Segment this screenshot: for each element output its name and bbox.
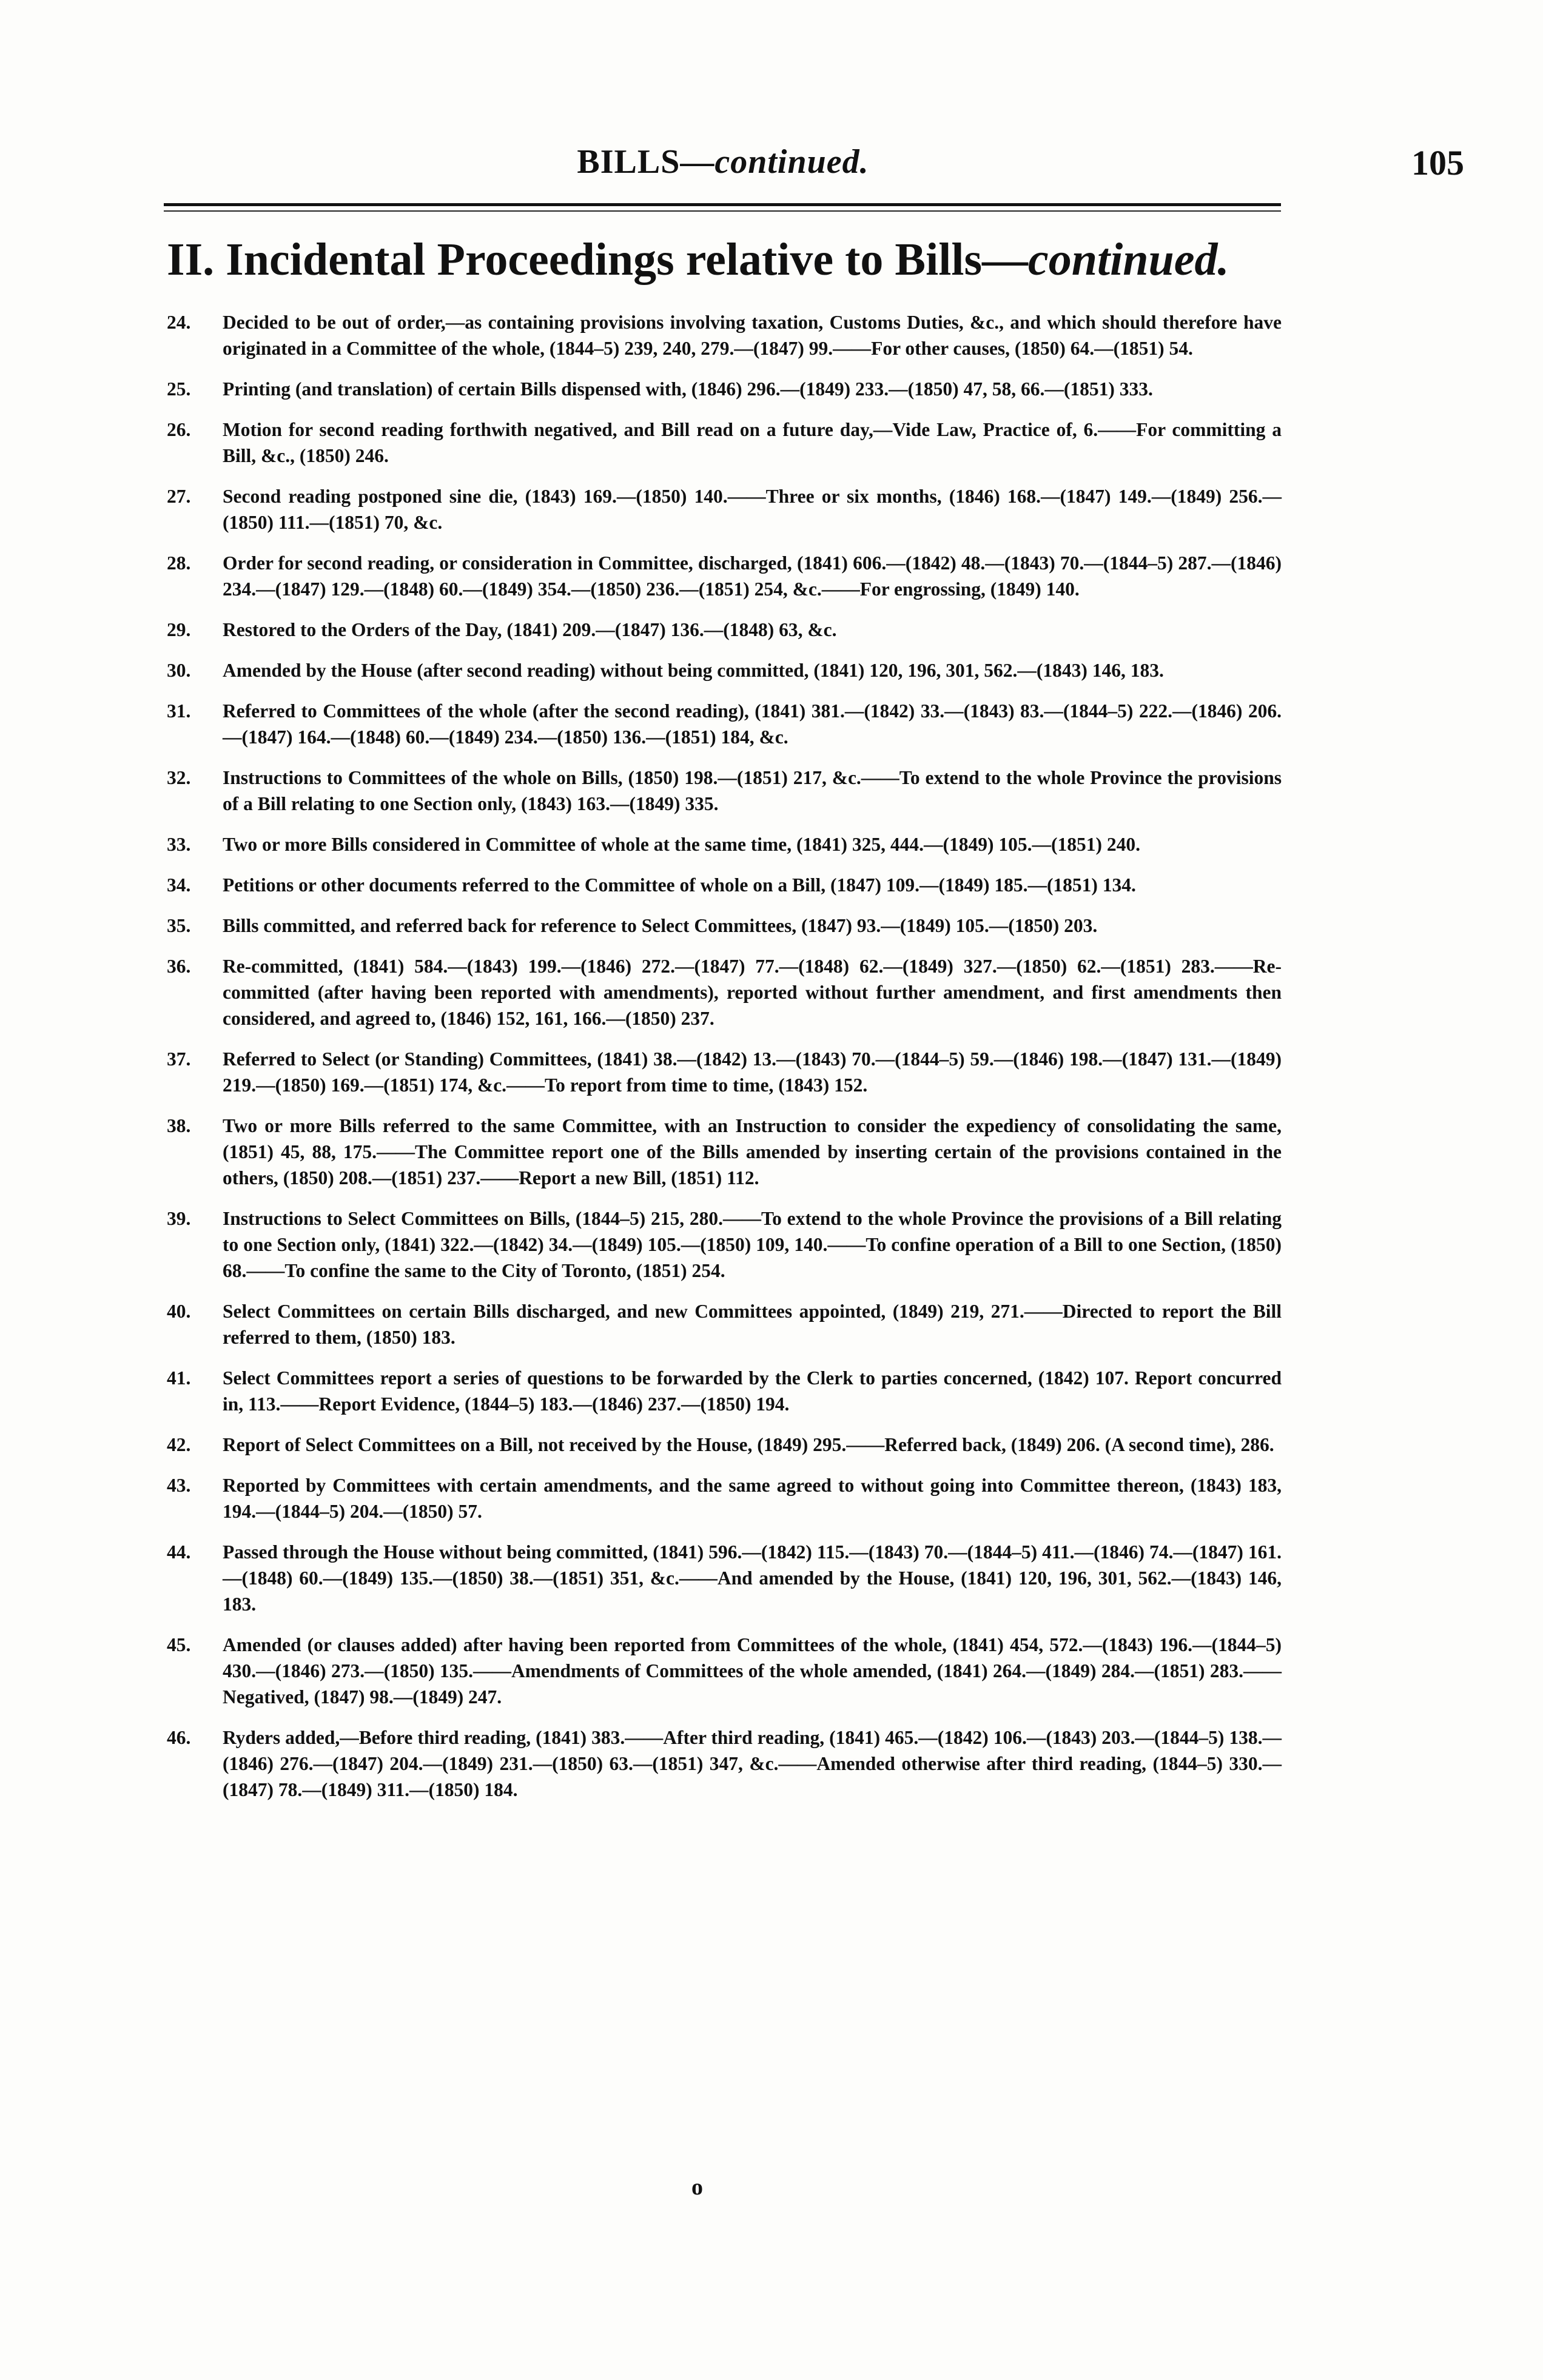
entry-text: Bills committed, and referred back for reference to Select Committees, (1847) 93.—(1849) 105.—(1850) 203. xyxy=(223,915,1098,936)
running-title xyxy=(152,142,1294,181)
running-header xyxy=(152,130,1464,191)
running-title-main: BILLS— xyxy=(577,143,715,181)
entry-44 xyxy=(167,1539,1282,1617)
entry-number: 34. xyxy=(167,874,191,896)
entry-number: 24. xyxy=(167,312,191,333)
section-heading-italic: continued. xyxy=(1028,234,1229,285)
entry-text: Second reading postponed sine die, (1843) 169.—(1850) 140.——Three or six months, (1846) 168.—(1847) 149.—(1849) 256.—(1850) 111.—(1851) 70, &c. xyxy=(223,486,1282,533)
entry-text: Ryders added,—Before third reading, (1841) 383.——After third reading, (1841) 465.—(1842) 106.—(1843) 203.—(1844–5) 138.—(1846) 276.—(1847) 204.—(1849) 231.—(1850) 63.—(1851) 347, &c.——Amended otherwise after third reading, (1844–5) 330.—(1847) 78.—(1849) 311.—(1850) 184. xyxy=(223,1727,1282,1800)
entry-35 xyxy=(167,913,1282,939)
entry-number: 39. xyxy=(167,1208,191,1229)
entry-32 xyxy=(167,765,1282,817)
entry-number: 36. xyxy=(167,956,191,977)
entry-29 xyxy=(167,617,1282,643)
header-rule-thin xyxy=(164,210,1281,212)
entry-number: 33. xyxy=(167,834,191,855)
entry-45 xyxy=(167,1632,1282,1710)
entry-39 xyxy=(167,1205,1282,1284)
entry-31 xyxy=(167,698,1282,750)
entry-number: 42. xyxy=(167,1434,191,1455)
entry-text: Referred to Select (or Standing) Committees, (1841) 38.—(1842) 13.—(1843) 70.—(1844–5) 59.—(1846) 198.—(1847) 131.—(1849) 219.—(1850) 169.—(1851) 174, &c.——To report from time to time, (1843) 152. xyxy=(223,1048,1282,1096)
entry-number: 41. xyxy=(167,1367,191,1389)
header-rule-thick xyxy=(164,203,1281,206)
entry-text: Report of Select Committees on a Bill, not received by the House, (1849) 295.——Referred back, (1849) 206. (A second time), 286. xyxy=(223,1434,1274,1455)
entry-number: 31. xyxy=(167,700,191,722)
entry-text: Printing (and translation) of certain Bills dispensed with, (1846) 296.—(1849) 233.—(1850) 47, 58, 66.—(1851) 333. xyxy=(223,378,1153,400)
entry-number: 29. xyxy=(167,619,191,640)
entry-text: Two or more Bills referred to the same Committee, with an Instruction to consider the expediency of consolidating the same, (1851) 45, 88, 175.——The Committee report one of the Bills amended by inserting certain of the provisions contained in the others, (1850) 208.—(1851) 237.——Report a new Bill, (1851) 112. xyxy=(223,1115,1282,1188)
entry-number: 37. xyxy=(167,1048,191,1070)
entry-26 xyxy=(167,417,1282,469)
entry-number: 28. xyxy=(167,552,191,574)
entry-text: Order for second reading, or consideration in Committee, discharged, (1841) 606.—(1842) 48.—(1843) 70.—(1844–5) 287.—(1846) 234.—(1847) 129.—(1848) 60.—(1849) 354.—(1850) 236.—(1851) 254, &c.——For engrossing, (1849) 140. xyxy=(223,552,1282,600)
entry-28 xyxy=(167,550,1282,602)
entry-30 xyxy=(167,657,1282,683)
entry-text: Select Committees report a series of questions to be forwarded by the Clerk to parties concerned, (1842) 107. Report concurred in, 113.——Report Evidence, (1844–5) 183.—(1846) 237.—(1850) 194. xyxy=(223,1367,1282,1415)
entry-text: Passed through the House without being committed, (1841) 596.—(1842) 115.—(1843) 70.—(1844–5) 411.—(1846) 74.—(1847) 161.—(1848) 60.—(1849) 135.—(1850) 38.—(1851) 351, &c.——And amended by the House, (1841) 120, 196, 301, 562.—(1843) 146, 183. xyxy=(223,1541,1282,1615)
entry-number: 26. xyxy=(167,419,191,440)
entry-text: Decided to be out of order,—as containing provisions involving taxation, Customs Duties, &c., and which should therefore have originated in a Committee of the whole, (1844–5) 239, 240, 279.—(1847) 99.——For other causes, (1850) 64.—(1851) 54. xyxy=(223,312,1282,359)
entry-36 xyxy=(167,953,1282,1031)
entry-text: Two or more Bills considered in Committee of whole at the same time, (1841) 325, 444.—(1849) 105.—(1851) 240. xyxy=(223,834,1140,855)
page-number: 105 xyxy=(1411,143,1464,183)
entry-number: 25. xyxy=(167,378,191,400)
entry-number: 38. xyxy=(167,1115,191,1136)
entry-number: 45. xyxy=(167,1634,191,1655)
entry-46 xyxy=(167,1725,1282,1803)
entry-number: 27. xyxy=(167,486,191,507)
entry-text: Motion for second reading forthwith negatived, and Bill read on a future day,—Vide Law, Practice of, 6.——For committing a Bill, &c., (1850) 246. xyxy=(223,419,1282,466)
entry-27 xyxy=(167,483,1282,535)
entry-33 xyxy=(167,831,1282,857)
entry-text: Instructions to Committees of the whole on Bills, (1850) 198.—(1851) 217, &c.——To extend to the whole Province the provisions of a Bill relating to one Section only, (1843) 163.—(1849) 335. xyxy=(223,767,1282,814)
entry-25 xyxy=(167,376,1282,402)
entry-24 xyxy=(167,309,1282,361)
entry-text: Instructions to Select Committees on Bills, (1844–5) 215, 280.——To extend to the whole Province the provisions of a Bill relating to one Section only, (1841) 322.—(1842) 34.—(1849) 105.—(1850) 109, 140.——To confine operation of a Bill to one Section, (1850) 68.——To confine the same to the City of Toronto, (1851) 254. xyxy=(223,1208,1282,1281)
entry-38 xyxy=(167,1113,1282,1191)
entry-number: 35. xyxy=(167,915,191,936)
entry-text: Amended (or clauses added) after having been reported from Committees of the whole, (1841) 454, 572.—(1843) 196.—(1844–5) 430.—(1846) 273.—(1850) 135.——Amendments of Committees of the whole amended, (1841) 264.—(1849) 284.—(1851) 283.——Negatived, (1847) 98.—(1849) 247. xyxy=(223,1634,1282,1708)
section-heading-main: II. Incidental Proceedings relative to Bills— xyxy=(167,234,1029,285)
entry-number: 46. xyxy=(167,1727,191,1748)
footer-folio-mark: o xyxy=(691,2174,703,2200)
entry-text: Referred to Committees of the whole (after the second reading), (1841) 381.—(1842) 33.—(1843) 83.—(1844–5) 222.—(1846) 206.—(1847) 164.—(1848) 60.—(1849) 234.—(1850) 136.—(1851) 184, &c. xyxy=(223,700,1282,748)
entry-text: Restored to the Orders of the Day, (1841) 209.—(1847) 136.—(1848) 63, &c. xyxy=(223,619,837,640)
entry-34 xyxy=(167,872,1282,898)
entry-number: 32. xyxy=(167,767,191,788)
entry-number: 30. xyxy=(167,660,191,681)
entry-number: 43. xyxy=(167,1475,191,1496)
section-heading xyxy=(167,233,1229,286)
entry-41 xyxy=(167,1365,1282,1417)
entry-text: Amended by the House (after second reading) without being committed, (1841) 120, 196, 301, 562.—(1843) 146, 183. xyxy=(223,660,1164,681)
entry-text: Reported by Committees with certain amendments, and the same agreed to without going into Committee thereon, (1843) 183, 194.—(1844–5) 204.—(1850) 57. xyxy=(223,1475,1282,1522)
entry-43 xyxy=(167,1472,1282,1524)
entry-number: 40. xyxy=(167,1301,191,1322)
entry-37 xyxy=(167,1046,1282,1098)
running-title-italic: continued. xyxy=(714,143,869,181)
entry-list xyxy=(167,309,1282,1817)
entry-number: 44. xyxy=(167,1541,191,1563)
entry-text: Petitions or other documents referred to the Committee of whole on a Bill, (1847) 109.—(1849) 185.—(1851) 134. xyxy=(223,874,1136,896)
entry-text: Re-committed, (1841) 584.—(1843) 199.—(1846) 272.—(1847) 77.—(1848) 62.—(1849) 327.—(1850) 62.—(1851) 283.——Re-committed (after having been reported with amendments), reported without further amendment, and first amendments then considered, and agreed to, (1846) 152, 161, 166.—(1850) 237. xyxy=(223,956,1282,1029)
entry-40 xyxy=(167,1298,1282,1350)
entry-42 xyxy=(167,1432,1282,1458)
entry-text: Select Committees on certain Bills discharged, and new Committees appointed, (1849) 219, 271.——Directed to report the Bill referred to them, (1850) 183. xyxy=(223,1301,1282,1348)
